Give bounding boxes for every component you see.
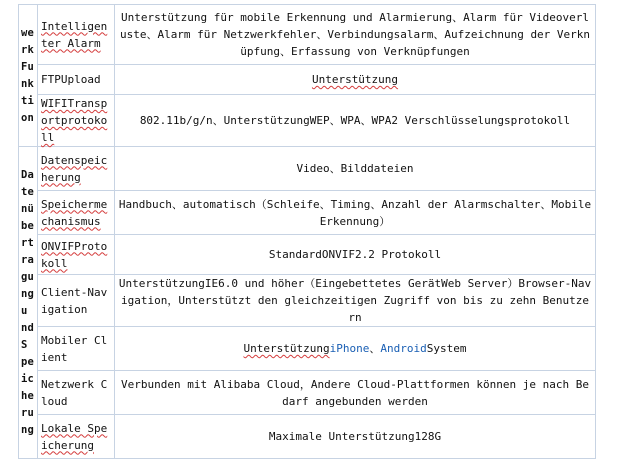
table-row: [19, 371, 596, 415]
feature-label: Intelligenter Alarm: [41, 19, 108, 50]
feature-label: Datenspeicherung: [41, 153, 108, 184]
description-text: Unterstützung: [311, 73, 399, 86]
description-text: StandardONVIF2.2 Protokoll: [268, 248, 442, 261]
description-text: Android: [380, 342, 427, 355]
feature-cell: [38, 371, 115, 415]
category-label: S: [21, 338, 28, 351]
category-label: Fu: [21, 60, 35, 73]
description-text: iPhone: [329, 342, 370, 355]
category-label: nd: [21, 321, 35, 334]
category-label: ti: [21, 94, 35, 107]
feature-cell: [38, 327, 115, 371]
description-text: 、: [369, 342, 381, 355]
table-row: [19, 275, 596, 327]
description-cell: [115, 191, 596, 235]
category-label: u: [21, 304, 28, 317]
feature-label: Lokale Speicherung: [41, 421, 108, 452]
table-row: [19, 5, 596, 65]
category-label: ra: [21, 253, 35, 266]
table-row: [19, 65, 596, 95]
table-row: [19, 327, 596, 371]
category-cell-functions: [19, 5, 38, 147]
description-cell: [115, 415, 596, 459]
feature-cell: [38, 95, 115, 147]
feature-cell: [38, 147, 115, 191]
table-row: [19, 95, 596, 147]
category-label: te: [21, 185, 35, 198]
table-row: [19, 191, 596, 235]
category-label: ic: [21, 372, 35, 385]
category-label: on: [21, 111, 35, 124]
description-cell: [115, 327, 596, 371]
description-text: Handbuch、automatisch（Schleife、Timing、Anzahl der Alarmschalter、Mobile Erkennung）: [118, 197, 592, 228]
description-cell: [115, 371, 596, 415]
spec-table: [18, 4, 596, 459]
category-cell-transfer-storage: [19, 147, 38, 459]
feature-cell: [38, 65, 115, 95]
feature-label: Client-Navigation: [41, 285, 108, 316]
category-label: pe: [21, 355, 35, 368]
category-label: gu: [21, 270, 35, 283]
feature-cell: [38, 275, 115, 327]
feature-cell: [38, 235, 115, 275]
description-cell: [115, 95, 596, 147]
description-text: Verbunden mit Alibaba Cloud，Andere Cloud-Plattformen können je nach Bedarf angebunden werden: [121, 377, 589, 408]
description-text: 802.11b/g/n、UnterstützungWEP、WPA、WPA2 Verschlüsselungsprotokoll: [139, 114, 571, 127]
category-label: Da: [21, 168, 35, 181]
description-cell: [115, 5, 596, 65]
description-cell: [115, 275, 596, 327]
description-text: Unterstützung: [243, 342, 330, 355]
feature-label: Speichermechanismus: [41, 197, 108, 228]
category-label: ng: [21, 423, 35, 436]
table-row: [19, 235, 596, 275]
feature-cell: [38, 191, 115, 235]
description-text: Maximale Unterstützung128G: [268, 430, 442, 443]
category-label: he: [21, 389, 35, 402]
feature-label: WIFITransportprotokoll: [41, 97, 108, 144]
category-label: ng: [21, 287, 35, 300]
category-label: nk: [21, 77, 35, 90]
category-label: nü: [21, 202, 35, 215]
feature-cell: [38, 415, 115, 459]
feature-label: ONVIFProtokoll: [41, 239, 108, 270]
category-label: be: [21, 219, 35, 232]
table-row: [19, 415, 596, 459]
description-text: System: [426, 342, 467, 355]
feature-label: FTPUpload: [41, 73, 101, 86]
description-cell: [115, 65, 596, 95]
category-label: rk: [21, 43, 35, 56]
category-label: rt: [21, 236, 35, 249]
description-cell: [115, 235, 596, 275]
feature-cell: [38, 5, 115, 65]
description-cell: [115, 147, 596, 191]
feature-label: Netzwerk Cloud: [41, 377, 108, 408]
feature-label: Mobiler Client: [41, 333, 108, 364]
category-label: we: [21, 26, 35, 39]
category-label: ru: [21, 406, 35, 419]
description-text: UnterstützungIE6.0 und höher（Eingebettetes GerätWeb Server）Browser-Navigation，Unterstützt den gleichzeitigen Zugriff von bis zu zehn Benutzern: [118, 277, 592, 324]
description-text: Video、Bilddateien: [296, 162, 414, 175]
description-text: Unterstützung für mobile Erkennung und Alarmierung、Alarm für Videoverluste、Alarm für Netzwerkfehler、Verbindungsalarm、Aufzeichnung der Verknüpfung、Erfassung von Verknüpfungen: [119, 11, 591, 58]
table-row: [19, 147, 596, 191]
